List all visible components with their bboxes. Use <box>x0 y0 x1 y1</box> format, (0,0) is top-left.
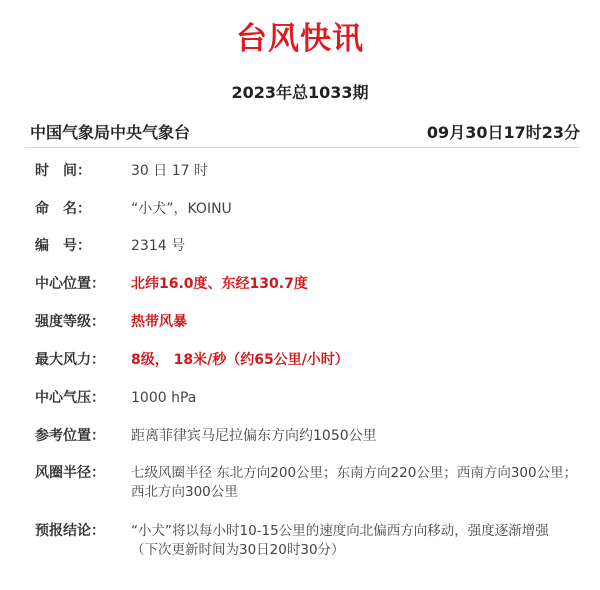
field-value: 30 日 17 时 <box>131 163 208 179</box>
field-time <box>35 162 580 181</box>
publish-datetime: 09月30日17时23分 <box>426 123 580 142</box>
header-divider <box>25 147 580 148</box>
field-label: 中心位置： <box>35 276 105 292</box>
field-value: 距离菲律宾马尼拉偏东方向约1050公里 <box>131 428 377 444</box>
field-intensity <box>35 313 580 332</box>
issue-number: 2023年总1033期 <box>231 83 369 102</box>
field-label: 命 名： <box>35 201 91 217</box>
field-label: 最大风力： <box>35 352 105 368</box>
field-reference <box>35 427 580 446</box>
field-value: “小犬”，KOINU <box>131 201 232 217</box>
field-label: 中心气压： <box>35 390 105 406</box>
field-number <box>35 237 580 256</box>
field-value-group <box>131 522 580 560</box>
field-label: 预报结论： <box>35 523 105 539</box>
field-max-wind <box>35 351 580 370</box>
field-label: 强度等级： <box>35 314 105 330</box>
field-label: 时 间： <box>35 163 91 179</box>
field-value: 七级风圈半径 东北方向200公里；东南方向220公里；西南方向300公里；西北方向300公里 <box>131 465 578 500</box>
field-wind-radius <box>35 464 580 502</box>
agency-name: 中国气象局中央气象台 <box>30 123 191 142</box>
field-center <box>35 275 580 294</box>
field-name <box>35 200 580 219</box>
field-label: 参考位置： <box>35 428 105 444</box>
next-update-note: （下次更新时间为30日20时30分） <box>131 542 345 558</box>
field-pressure <box>35 389 580 408</box>
field-forecast <box>35 522 580 560</box>
field-value: 北纬16.0度、东经130.7度 <box>131 276 308 292</box>
forecast-text: “小犬”将以每小时10-15公里的速度向北偏西方向移动，强度逐渐增强 <box>131 523 549 539</box>
field-value: 1000 hPa <box>131 390 197 406</box>
field-value: 热带风暴 <box>131 314 187 330</box>
field-label: 风圈半径： <box>35 465 105 481</box>
page-title: 台风快讯 <box>236 21 364 57</box>
field-label: 编 号： <box>35 238 91 254</box>
field-value: 2314 号 <box>131 238 186 254</box>
field-value: 8级， 18米/秒（约65公里/小时） <box>131 352 349 368</box>
